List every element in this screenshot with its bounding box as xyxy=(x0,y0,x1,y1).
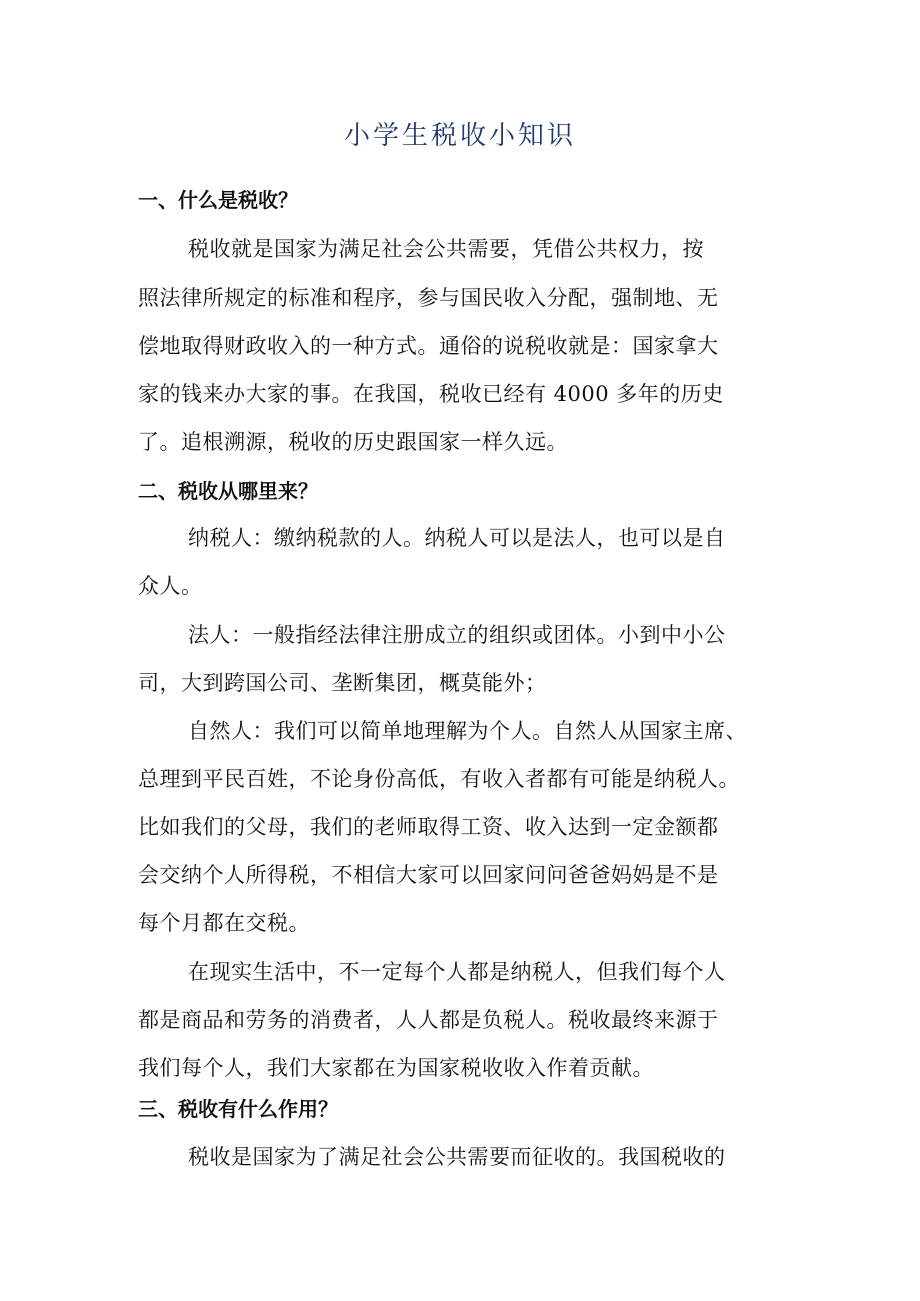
paragraph-line: 会交纳个人所得税，不相信大家可以回家问问爸爸妈妈是不是 xyxy=(138,863,719,887)
paragraph-line: 税收是国家为了满足社会公共需要而征收的。我国税收的 xyxy=(188,1145,726,1169)
paragraph-line: 我们每个人，我们大家都在为国家税收收入作着贡献。 xyxy=(138,1056,654,1080)
paragraph-line: 每个月都在交税。 xyxy=(138,911,310,935)
paragraph-line: 法人：一般指经法律注册成立的组织或团体。小到中小公 xyxy=(188,623,726,647)
page-title: 小学生税收小知识 xyxy=(343,121,576,151)
section-heading-3: 三、税收有什么作用？ xyxy=(138,1097,338,1121)
paragraph-line: 税收就是国家为满足社会公共需要，凭借公共权力，按 xyxy=(188,237,704,261)
paragraph-line: 纳税人：缴纳税款的人。纳税人可以是法人，也可以是自 xyxy=(188,526,726,550)
paragraph-line: 众人。 xyxy=(138,574,203,598)
paragraph-line: 都是商品和劳务的消费者，人人都是负税人。税收最终来源于 xyxy=(138,1008,719,1032)
paragraph-line: 照法律所规定的标准和程序，参与国民收入分配，强制地、无 xyxy=(138,286,719,310)
paragraph-line: 了。追根溯源，税收的历史跟国家一样久远。 xyxy=(138,430,568,454)
paragraph-line: 在现实生活中，不一定每个人都是纳税人，但我们每个人 xyxy=(188,960,726,984)
paragraph-line: 比如我们的父母，我们的老师取得工资、收入达到一定金额都 xyxy=(138,815,719,839)
paragraph-line: 自然人：我们可以简单地理解为个人。自然人从国家主席、 xyxy=(188,719,747,743)
section-heading-2: 二、税收从哪里来？ xyxy=(138,479,318,503)
paragraph-line: 偿地取得财政收入的一种方式。通俗的说税收就是：国家拿大 xyxy=(138,334,719,358)
section-heading-1: 一、什么是税收？ xyxy=(138,188,298,212)
paragraph-line: 司，大到跨国公司、垄断集团，概莫能外； xyxy=(138,671,547,695)
paragraph-line: 家的钱来办大家的事。在我国，税收已经有 4000 多年的历史 xyxy=(138,382,724,406)
paragraph-line: 总理到平民百姓，不论身份高低，有收入者都有可能是纳税人。 xyxy=(138,767,740,791)
